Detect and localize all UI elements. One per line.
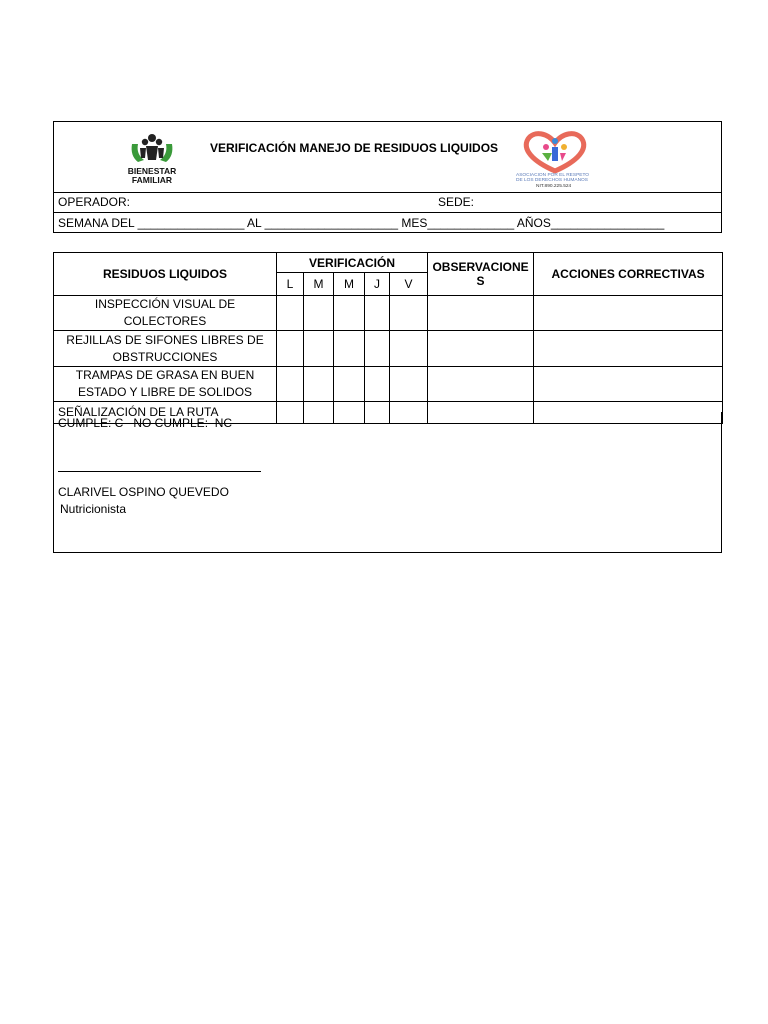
svg-text:BIENESTAR: BIENESTAR bbox=[127, 166, 177, 176]
table-row bbox=[54, 296, 723, 331]
observaciones-cell[interactable] bbox=[428, 331, 534, 367]
header-verificacion: VERIFICACIÓN bbox=[277, 253, 428, 273]
signer-name: CLARIVEL OSPINO QUEVEDO bbox=[58, 485, 229, 499]
check-cell[interactable] bbox=[304, 331, 334, 367]
day-header: V bbox=[390, 273, 428, 296]
row-label: REJILLAS DE SIFONES LIBRES DE OBSTRUCCIONES bbox=[54, 331, 277, 367]
footer-box bbox=[53, 412, 722, 553]
check-cell[interactable] bbox=[365, 296, 390, 331]
day-header: M bbox=[304, 273, 334, 296]
check-cell[interactable] bbox=[390, 296, 428, 331]
document-title: VERIFICACIÓN MANEJO DE RESIDUOS LIQUIDOS bbox=[210, 141, 499, 155]
signature-line bbox=[58, 471, 261, 472]
svg-text:FAMILIAR: FAMILIAR bbox=[131, 175, 173, 185]
table-row bbox=[54, 331, 723, 367]
day-header: J bbox=[365, 273, 390, 296]
acciones-cell[interactable] bbox=[534, 367, 723, 402]
acciones-cell[interactable] bbox=[534, 331, 723, 367]
check-cell[interactable] bbox=[365, 331, 390, 367]
header-box bbox=[53, 121, 722, 233]
header-acciones: ACCIONES CORRECTIVAS bbox=[534, 253, 723, 296]
verification-table bbox=[53, 252, 723, 424]
check-cell[interactable] bbox=[277, 367, 304, 402]
svg-text:DE LOS DERECHOS HUMANOS: DE LOS DERECHOS HUMANOS bbox=[516, 178, 588, 183]
check-cell[interactable] bbox=[334, 331, 365, 367]
svg-text:ASOCIACION POR EL RESPETO: ASOCIACION POR EL RESPETO bbox=[516, 173, 590, 178]
header-divider bbox=[54, 212, 721, 213]
table-row bbox=[54, 367, 723, 402]
svg-text:NIT.890.225.524: NIT.890.225.524 bbox=[536, 184, 572, 189]
legend-text: CUMPLE: C NO CUMPLE: NC bbox=[58, 416, 233, 430]
check-cell[interactable] bbox=[277, 296, 304, 331]
acciones-cell[interactable] bbox=[534, 296, 723, 331]
row-label: INSPECCIÓN VISUAL DE COLECTORES bbox=[54, 296, 277, 331]
header-residuos: RESIDUOS LIQUIDOS bbox=[54, 253, 277, 296]
row-label: SEÑALIZACIÓN DE LA RUTA bbox=[54, 402, 277, 424]
row-label: TRAMPAS DE GRASA EN BUEN ESTADO Y LIBRE DE SOLIDOS bbox=[54, 367, 277, 402]
check-cell[interactable] bbox=[390, 367, 428, 402]
asociacion-logo bbox=[512, 127, 598, 189]
bienestar-familiar-logo bbox=[124, 130, 180, 186]
operador-label: OPERADOR: bbox=[58, 195, 131, 209]
header-observaciones: OBSERVACIONE S bbox=[428, 253, 534, 296]
check-cell[interactable] bbox=[334, 367, 365, 402]
observaciones-cell[interactable] bbox=[428, 367, 534, 402]
check-cell[interactable] bbox=[334, 296, 365, 331]
semana-line: SEMANA DEL ________________ AL ____________________ MES_____________ AÑOS_________________ bbox=[58, 216, 665, 230]
check-cell[interactable] bbox=[304, 296, 334, 331]
day-header: M bbox=[334, 273, 365, 296]
check-cell[interactable] bbox=[365, 367, 390, 402]
check-cell[interactable] bbox=[277, 331, 304, 367]
observaciones-cell[interactable] bbox=[428, 296, 534, 331]
sede-label: SEDE: bbox=[438, 195, 475, 209]
check-cell[interactable] bbox=[390, 331, 428, 367]
header-title-area bbox=[54, 122, 721, 193]
day-header: L bbox=[277, 273, 304, 296]
check-cell[interactable] bbox=[304, 367, 334, 402]
signer-role: Nutricionista bbox=[60, 502, 127, 516]
